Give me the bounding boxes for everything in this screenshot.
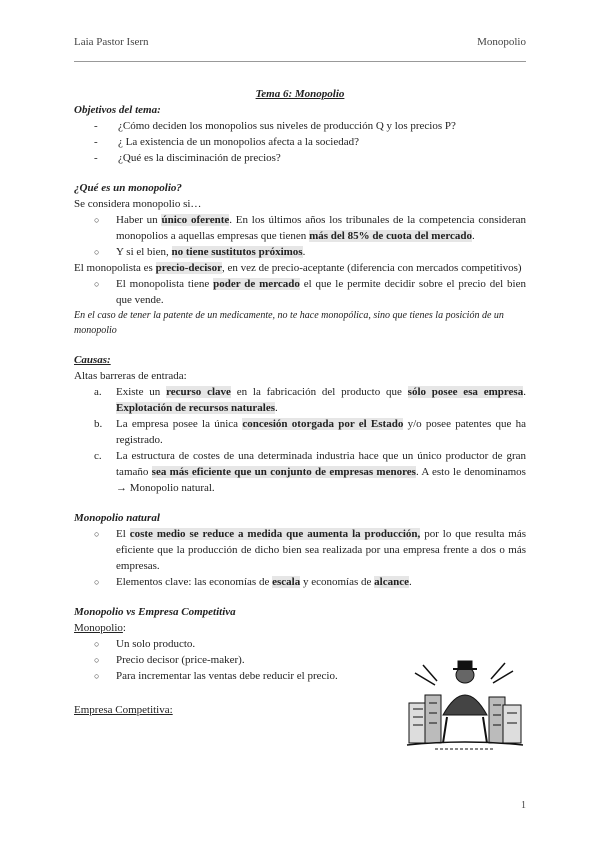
highlight: poder de mercado: [213, 278, 300, 290]
header-rule: [74, 61, 526, 62]
page-title: Tema 6: Monopolio: [255, 88, 345, 100]
list-item: ○ Un solo producto.: [94, 636, 526, 652]
list-item: - ¿Cómo deciden los monopolios sus niveles de producción Q y los precios P?: [94, 118, 526, 134]
highlight: más del 85% de cuota del mercado: [309, 230, 473, 242]
list-item: b. La empresa posee la única concesión otorgada por el Estado y/o posee patentes que ha registrado.: [94, 418, 526, 446]
highlight: único oferente: [161, 214, 230, 226]
highlight: alcance: [374, 576, 409, 588]
highlight: escala: [272, 576, 301, 588]
list-item: ○ Precio decisor (price-maker).: [94, 652, 526, 668]
poder-list: [74, 276, 526, 308]
header-author: Laia Pastor Isern: [74, 36, 149, 48]
monopolio-label: Monopolio:: [74, 622, 126, 634]
competitiva-label: Empresa Competitiva:: [74, 704, 173, 716]
list-item: ○ Elementos clave: las economías de escala y economías de alcance.: [94, 574, 526, 590]
list-item: ○ Para incrementar las ventas debe reducir el precio.: [94, 668, 526, 684]
page-content: [74, 86, 526, 718]
highlight: no tiene sustitutos próximos: [171, 246, 303, 258]
que-es-intro: Se considera monopolio si…: [74, 198, 202, 210]
vs-heading: Monopolio vs Empresa Competitiva: [74, 606, 236, 618]
list-item: ○ El monopolista tiene poder de mercado el que le permite decidir sobre el precio del bien que vende.: [94, 276, 526, 308]
list-item: a. Existe un recurso clave en la fabricación del producto que sólo posee esa empresa. Explotación de recursos naturales.: [94, 386, 526, 414]
paragraph: El monopolista es precio-decisor, en vez de precio-aceptante (diferencia con mercados competitivos): [74, 262, 522, 274]
objetivos-list: [74, 118, 526, 166]
monopoly-cartoon-illustration: [405, 655, 525, 755]
highlight: concesión otorgada por el Estado: [242, 418, 404, 430]
note: En el caso de tener la patente de un medicamente, no te hace monopólica, sino que tienes la posición de un monopolio: [74, 310, 504, 336]
causas-heading: Causas:: [74, 354, 111, 366]
list-item: ○ Y si el bien, no tiene sustitutos próximos.: [94, 244, 526, 260]
list-item: ○ El coste medio se reduce a medida que aumenta la producción, por lo que resulta más eficiente que la producción de dicho bien sea realizada por una empresa frente a dos o más empresas.: [94, 526, 526, 574]
highlight: sólo posee esa empresa: [407, 386, 524, 398]
highlight: sea más eficiente que un conjunto de empresas menores: [151, 466, 416, 478]
que-es-list: [74, 212, 526, 260]
page-number: 1: [521, 800, 526, 811]
causas-intro: Altas barreras de entrada:: [74, 370, 187, 382]
header-topic: Monopolio: [477, 36, 526, 48]
highlight: precio-decisor: [155, 262, 222, 274]
highlight: Explotación de recursos naturales: [116, 402, 275, 414]
que-es-heading: ¿Qué es un monopolio?: [74, 182, 182, 194]
causas-list: [74, 384, 526, 496]
natural-list: [74, 526, 526, 590]
highlight: coste medio se reduce a medida que aumenta la producción,: [129, 528, 421, 540]
list-item: c. La estructura de costes de una determinada industria hace que un único productor de gran tamaño sea más eficiente que un conjunto de empresas menores. A esto le denominamos → Monopolio natural.: [94, 450, 526, 494]
natural-heading: Monopolio natural: [74, 512, 160, 524]
list-item: ○ Haber un único oferente. En los últimos años los tribunales de la competencia consideran monopolios a aquellas empresas que tienen más del 85% de cuota del mercado.: [94, 212, 526, 244]
highlight: recurso clave: [166, 386, 231, 398]
list-item: - ¿Qué es la disciminación de precios?: [94, 150, 526, 166]
list-item: - ¿ La existencia de un monopolios afecta a la sociedad?: [94, 134, 526, 150]
objetivos-heading: Objetivos del tema:: [74, 104, 161, 116]
